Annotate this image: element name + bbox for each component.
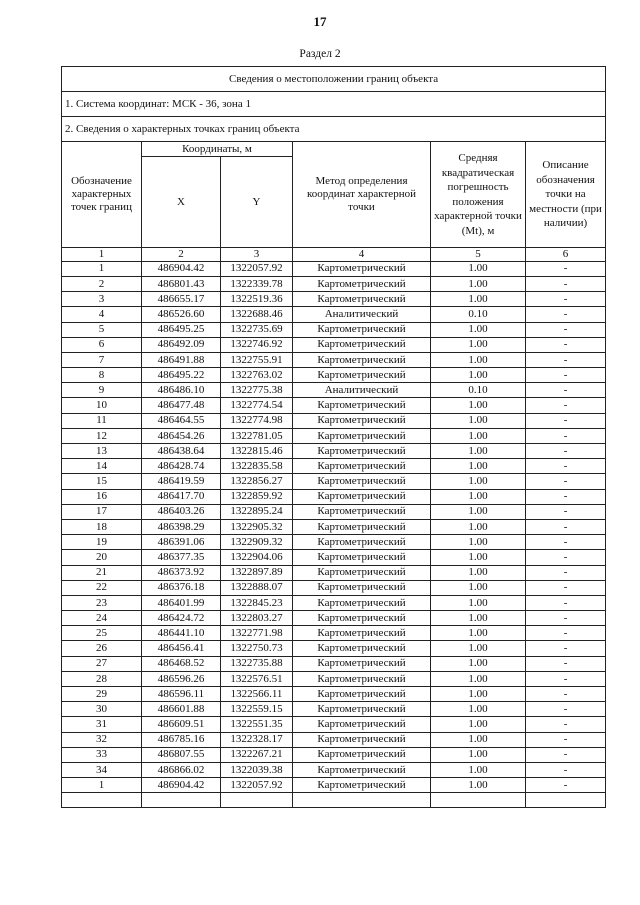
point-designation: 32 [62, 732, 142, 747]
method: Картометрический [293, 337, 431, 352]
table-row [62, 702, 606, 717]
point-designation: 20 [62, 550, 142, 565]
coord-y: 1322774.98 [221, 413, 293, 428]
coordinate-system: 1. Система координат: МСК - 36, зона 1 [62, 92, 606, 117]
point-description: - [526, 535, 606, 550]
point-description: - [526, 504, 606, 519]
table-row [62, 337, 606, 352]
mean-error: 1.00 [431, 444, 526, 459]
method: Картометрический [293, 687, 431, 702]
mean-error: 1.00 [431, 261, 526, 276]
table-row [62, 687, 606, 702]
coord-x: 486609.51 [142, 717, 221, 732]
point-designation: 22 [62, 580, 142, 595]
method: Картометрический [293, 413, 431, 428]
point-designation: 24 [62, 611, 142, 626]
point-designation: 21 [62, 565, 142, 580]
point-designation: 31 [62, 717, 142, 732]
point-designation: 9 [62, 383, 142, 398]
mean-error: 1.00 [431, 368, 526, 383]
coord-y: 1322039.38 [221, 762, 293, 777]
mean-error: 0.10 [431, 307, 526, 322]
point-description: - [526, 595, 606, 610]
mean-error: 1.00 [431, 641, 526, 656]
table-row [62, 383, 606, 398]
mean-error: 1.00 [431, 398, 526, 413]
point-description: - [526, 732, 606, 747]
coord-y: 1322859.92 [221, 489, 293, 504]
empty-cell [431, 793, 526, 808]
point-designation: 3 [62, 292, 142, 307]
method: Картометрический [293, 322, 431, 337]
point-description: - [526, 413, 606, 428]
point-designation: 30 [62, 702, 142, 717]
point-description: - [526, 611, 606, 626]
point-description: - [526, 671, 606, 686]
mean-error: 1.00 [431, 489, 526, 504]
method: Картометрический [293, 519, 431, 534]
mean-error: 1.00 [431, 459, 526, 474]
coord-x: 486417.70 [142, 489, 221, 504]
table-row [62, 413, 606, 428]
coord-y: 1322735.88 [221, 656, 293, 671]
coord-x: 486495.22 [142, 368, 221, 383]
mean-error: 1.00 [431, 276, 526, 291]
coord-x: 486391.06 [142, 535, 221, 550]
mean-error: 1.00 [431, 747, 526, 762]
coord-y: 1322750.73 [221, 641, 293, 656]
coord-y: 1322775.38 [221, 383, 293, 398]
table-row [62, 535, 606, 550]
mean-error: 1.00 [431, 413, 526, 428]
method: Картометрический [293, 444, 431, 459]
mean-error: 1.00 [431, 292, 526, 307]
point-description: - [526, 398, 606, 413]
coord-x: 486904.42 [142, 261, 221, 276]
table-row [62, 444, 606, 459]
mean-error: 1.00 [431, 732, 526, 747]
point-description: - [526, 368, 606, 383]
point-description: - [526, 444, 606, 459]
coord-x: 486468.52 [142, 656, 221, 671]
coord-y: 1322856.27 [221, 474, 293, 489]
coord-y: 1322566.11 [221, 687, 293, 702]
column-number: 4 [293, 248, 431, 262]
table-row [62, 261, 606, 276]
coord-x: 486454.26 [142, 428, 221, 443]
coord-y: 1322771.98 [221, 626, 293, 641]
table-row [62, 671, 606, 686]
point-designation: 4 [62, 307, 142, 322]
method: Аналитический [293, 307, 431, 322]
method: Картометрический [293, 352, 431, 367]
coord-y: 1322688.46 [221, 307, 293, 322]
method: Картометрический [293, 459, 431, 474]
mean-error: 1.00 [431, 626, 526, 641]
mean-error: 1.00 [431, 352, 526, 367]
mean-error: 1.00 [431, 687, 526, 702]
table-row [62, 292, 606, 307]
coord-y: 1322774.54 [221, 398, 293, 413]
coord-x: 486785.16 [142, 732, 221, 747]
point-designation: 23 [62, 595, 142, 610]
coord-y: 1322519.36 [221, 292, 293, 307]
point-designation: 16 [62, 489, 142, 504]
point-designation: 34 [62, 762, 142, 777]
method: Картометрический [293, 489, 431, 504]
mean-error: 1.00 [431, 671, 526, 686]
coord-x: 486492.09 [142, 337, 221, 352]
table-row [62, 778, 606, 793]
coord-y: 1322755.91 [221, 352, 293, 367]
mean-error: 1.00 [431, 580, 526, 595]
header-x: X [142, 157, 221, 248]
table-row [62, 428, 606, 443]
point-designation: 6 [62, 337, 142, 352]
point-description: - [526, 656, 606, 671]
point-description: - [526, 489, 606, 504]
header-designation: Обозначение характерных точек границ [62, 142, 142, 248]
method: Картометрический [293, 580, 431, 595]
coord-x: 486866.02 [142, 762, 221, 777]
point-description: - [526, 337, 606, 352]
point-description: - [526, 687, 606, 702]
table-row [62, 474, 606, 489]
header-method: Метод определения координат характерной точки [293, 142, 431, 248]
coord-y: 1322057.92 [221, 261, 293, 276]
mean-error: 1.00 [431, 535, 526, 550]
point-description: - [526, 519, 606, 534]
coord-y: 1322746.92 [221, 337, 293, 352]
table-row [62, 595, 606, 610]
mean-error: 1.00 [431, 717, 526, 732]
coord-x: 486419.59 [142, 474, 221, 489]
boundary-points-table [61, 66, 606, 808]
empty-cell [526, 793, 606, 808]
coord-x: 486441.10 [142, 626, 221, 641]
coord-x: 486486.10 [142, 383, 221, 398]
coord-x: 486495.25 [142, 322, 221, 337]
coord-x: 486428.74 [142, 459, 221, 474]
table-row [62, 762, 606, 777]
mean-error: 1.00 [431, 611, 526, 626]
point-designation: 29 [62, 687, 142, 702]
header-y: Y [221, 157, 293, 248]
coord-y: 1322559.15 [221, 702, 293, 717]
method: Аналитический [293, 383, 431, 398]
point-description: - [526, 383, 606, 398]
table-row [62, 656, 606, 671]
table-title: Сведения о местоположении границ объекта [62, 67, 606, 92]
mean-error: 1.00 [431, 702, 526, 717]
table-row [62, 322, 606, 337]
point-designation: 14 [62, 459, 142, 474]
mean-error: 1.00 [431, 322, 526, 337]
method: Картометрический [293, 398, 431, 413]
coord-x: 486526.60 [142, 307, 221, 322]
coord-x: 486601.88 [142, 702, 221, 717]
point-description: - [526, 322, 606, 337]
coord-y: 1322803.27 [221, 611, 293, 626]
method: Картометрический [293, 671, 431, 686]
point-description: - [526, 747, 606, 762]
point-designation: 26 [62, 641, 142, 656]
coord-y: 1322904.06 [221, 550, 293, 565]
point-description: - [526, 565, 606, 580]
point-designation: 10 [62, 398, 142, 413]
point-designation: 2 [62, 276, 142, 291]
coord-x: 486801.43 [142, 276, 221, 291]
coord-y: 1322763.02 [221, 368, 293, 383]
coord-x: 486373.92 [142, 565, 221, 580]
coord-x: 486438.64 [142, 444, 221, 459]
table-row [62, 611, 606, 626]
point-description: - [526, 717, 606, 732]
point-description: - [526, 641, 606, 656]
coord-y: 1322895.24 [221, 504, 293, 519]
column-number: 5 [431, 248, 526, 262]
column-number: 2 [142, 248, 221, 262]
points-heading: 2. Сведения о характерных точках границ объекта [62, 117, 606, 142]
point-description: - [526, 762, 606, 777]
method: Картометрический [293, 292, 431, 307]
point-designation: 15 [62, 474, 142, 489]
coord-x: 486398.29 [142, 519, 221, 534]
method: Картометрический [293, 550, 431, 565]
point-description: - [526, 778, 606, 793]
point-designation: 5 [62, 322, 142, 337]
coord-x: 486655.17 [142, 292, 221, 307]
coord-x: 486596.26 [142, 671, 221, 686]
table-row [62, 565, 606, 580]
column-number: 3 [221, 248, 293, 262]
method: Картометрический [293, 747, 431, 762]
point-designation: 12 [62, 428, 142, 443]
method: Картометрический [293, 595, 431, 610]
point-designation: 7 [62, 352, 142, 367]
point-designation: 1 [62, 778, 142, 793]
column-number: 6 [526, 248, 606, 262]
point-designation: 8 [62, 368, 142, 383]
coord-y: 1322339.78 [221, 276, 293, 291]
empty-cell [221, 793, 293, 808]
coord-y: 1322845.23 [221, 595, 293, 610]
method: Картометрический [293, 778, 431, 793]
method: Картометрический [293, 261, 431, 276]
mean-error: 1.00 [431, 504, 526, 519]
table-row [62, 352, 606, 367]
method: Картометрический [293, 368, 431, 383]
mean-error: 1.00 [431, 474, 526, 489]
coord-y: 1322781.05 [221, 428, 293, 443]
point-designation: 1 [62, 261, 142, 276]
mean-error: 1.00 [431, 778, 526, 793]
coord-y: 1322551.35 [221, 717, 293, 732]
table-row [62, 732, 606, 747]
coord-y: 1322328.17 [221, 732, 293, 747]
point-description: - [526, 702, 606, 717]
mean-error: 1.00 [431, 337, 526, 352]
point-description: - [526, 474, 606, 489]
header-error: Средняя квадратическая погрешность положения характерной точки (Mt), м [431, 142, 526, 248]
coord-x: 486904.42 [142, 778, 221, 793]
table-row [62, 398, 606, 413]
point-designation: 25 [62, 626, 142, 641]
table-row [62, 747, 606, 762]
coord-x: 486477.48 [142, 398, 221, 413]
coord-y: 1322909.32 [221, 535, 293, 550]
coord-y: 1322576.51 [221, 671, 293, 686]
mean-error: 1.00 [431, 656, 526, 671]
method: Картометрический [293, 762, 431, 777]
point-description: - [526, 292, 606, 307]
table-row [62, 641, 606, 656]
table-row [62, 550, 606, 565]
point-description: - [526, 307, 606, 322]
column-number: 1 [62, 248, 142, 262]
point-description: - [526, 550, 606, 565]
mean-error: 0.10 [431, 383, 526, 398]
empty-row [62, 793, 606, 808]
empty-cell [142, 793, 221, 808]
column-numbers-row [62, 248, 606, 262]
mean-error: 1.00 [431, 565, 526, 580]
method: Картометрический [293, 626, 431, 641]
coord-x: 486807.55 [142, 747, 221, 762]
table-row [62, 307, 606, 322]
coord-y: 1322888.07 [221, 580, 293, 595]
point-description: - [526, 626, 606, 641]
point-designation: 28 [62, 671, 142, 686]
method: Картометрический [293, 276, 431, 291]
coord-x: 486376.18 [142, 580, 221, 595]
method: Картометрический [293, 474, 431, 489]
coord-y: 1322835.58 [221, 459, 293, 474]
table-row [62, 519, 606, 534]
method: Картометрический [293, 656, 431, 671]
header-description: Описание обозначения точки на местности (при наличии) [526, 142, 606, 248]
empty-cell [293, 793, 431, 808]
method: Картометрический [293, 702, 431, 717]
point-designation: 19 [62, 535, 142, 550]
coord-x: 486596.11 [142, 687, 221, 702]
coord-y: 1322057.92 [221, 778, 293, 793]
method: Картометрический [293, 611, 431, 626]
coord-y: 1322267.21 [221, 747, 293, 762]
table-row [62, 504, 606, 519]
table-row [62, 459, 606, 474]
coord-y: 1322905.32 [221, 519, 293, 534]
point-designation: 18 [62, 519, 142, 534]
coord-y: 1322897.89 [221, 565, 293, 580]
method: Картометрический [293, 428, 431, 443]
coord-y: 1322735.69 [221, 322, 293, 337]
method: Картометрический [293, 717, 431, 732]
point-designation: 11 [62, 413, 142, 428]
point-description: - [526, 459, 606, 474]
coord-x: 486424.72 [142, 611, 221, 626]
point-description: - [526, 352, 606, 367]
point-description: - [526, 261, 606, 276]
method: Картометрический [293, 535, 431, 550]
table-row [62, 626, 606, 641]
point-description: - [526, 276, 606, 291]
table-row [62, 717, 606, 732]
mean-error: 1.00 [431, 428, 526, 443]
header-coordinates: Координаты, м [142, 142, 293, 157]
point-description: - [526, 580, 606, 595]
coord-x: 486456.41 [142, 641, 221, 656]
table-row [62, 368, 606, 383]
section-label: Раздел 2 [299, 48, 341, 60]
empty-cell [62, 793, 142, 808]
mean-error: 1.00 [431, 550, 526, 565]
method: Картометрический [293, 504, 431, 519]
method: Картометрический [293, 565, 431, 580]
mean-error: 1.00 [431, 762, 526, 777]
method: Картометрический [293, 641, 431, 656]
coord-x: 486491.88 [142, 352, 221, 367]
coord-x: 486464.55 [142, 413, 221, 428]
coord-x: 486377.35 [142, 550, 221, 565]
point-designation: 33 [62, 747, 142, 762]
coord-x: 486401.99 [142, 595, 221, 610]
mean-error: 1.00 [431, 519, 526, 534]
mean-error: 1.00 [431, 595, 526, 610]
page-number: 17 [313, 14, 327, 29]
point-description: - [526, 428, 606, 443]
point-designation: 17 [62, 504, 142, 519]
point-designation: 27 [62, 656, 142, 671]
coord-x: 486403.26 [142, 504, 221, 519]
coord-y: 1322815.46 [221, 444, 293, 459]
table-row [62, 489, 606, 504]
method: Картометрический [293, 732, 431, 747]
table-row [62, 276, 606, 291]
table-row [62, 580, 606, 595]
point-designation: 13 [62, 444, 142, 459]
